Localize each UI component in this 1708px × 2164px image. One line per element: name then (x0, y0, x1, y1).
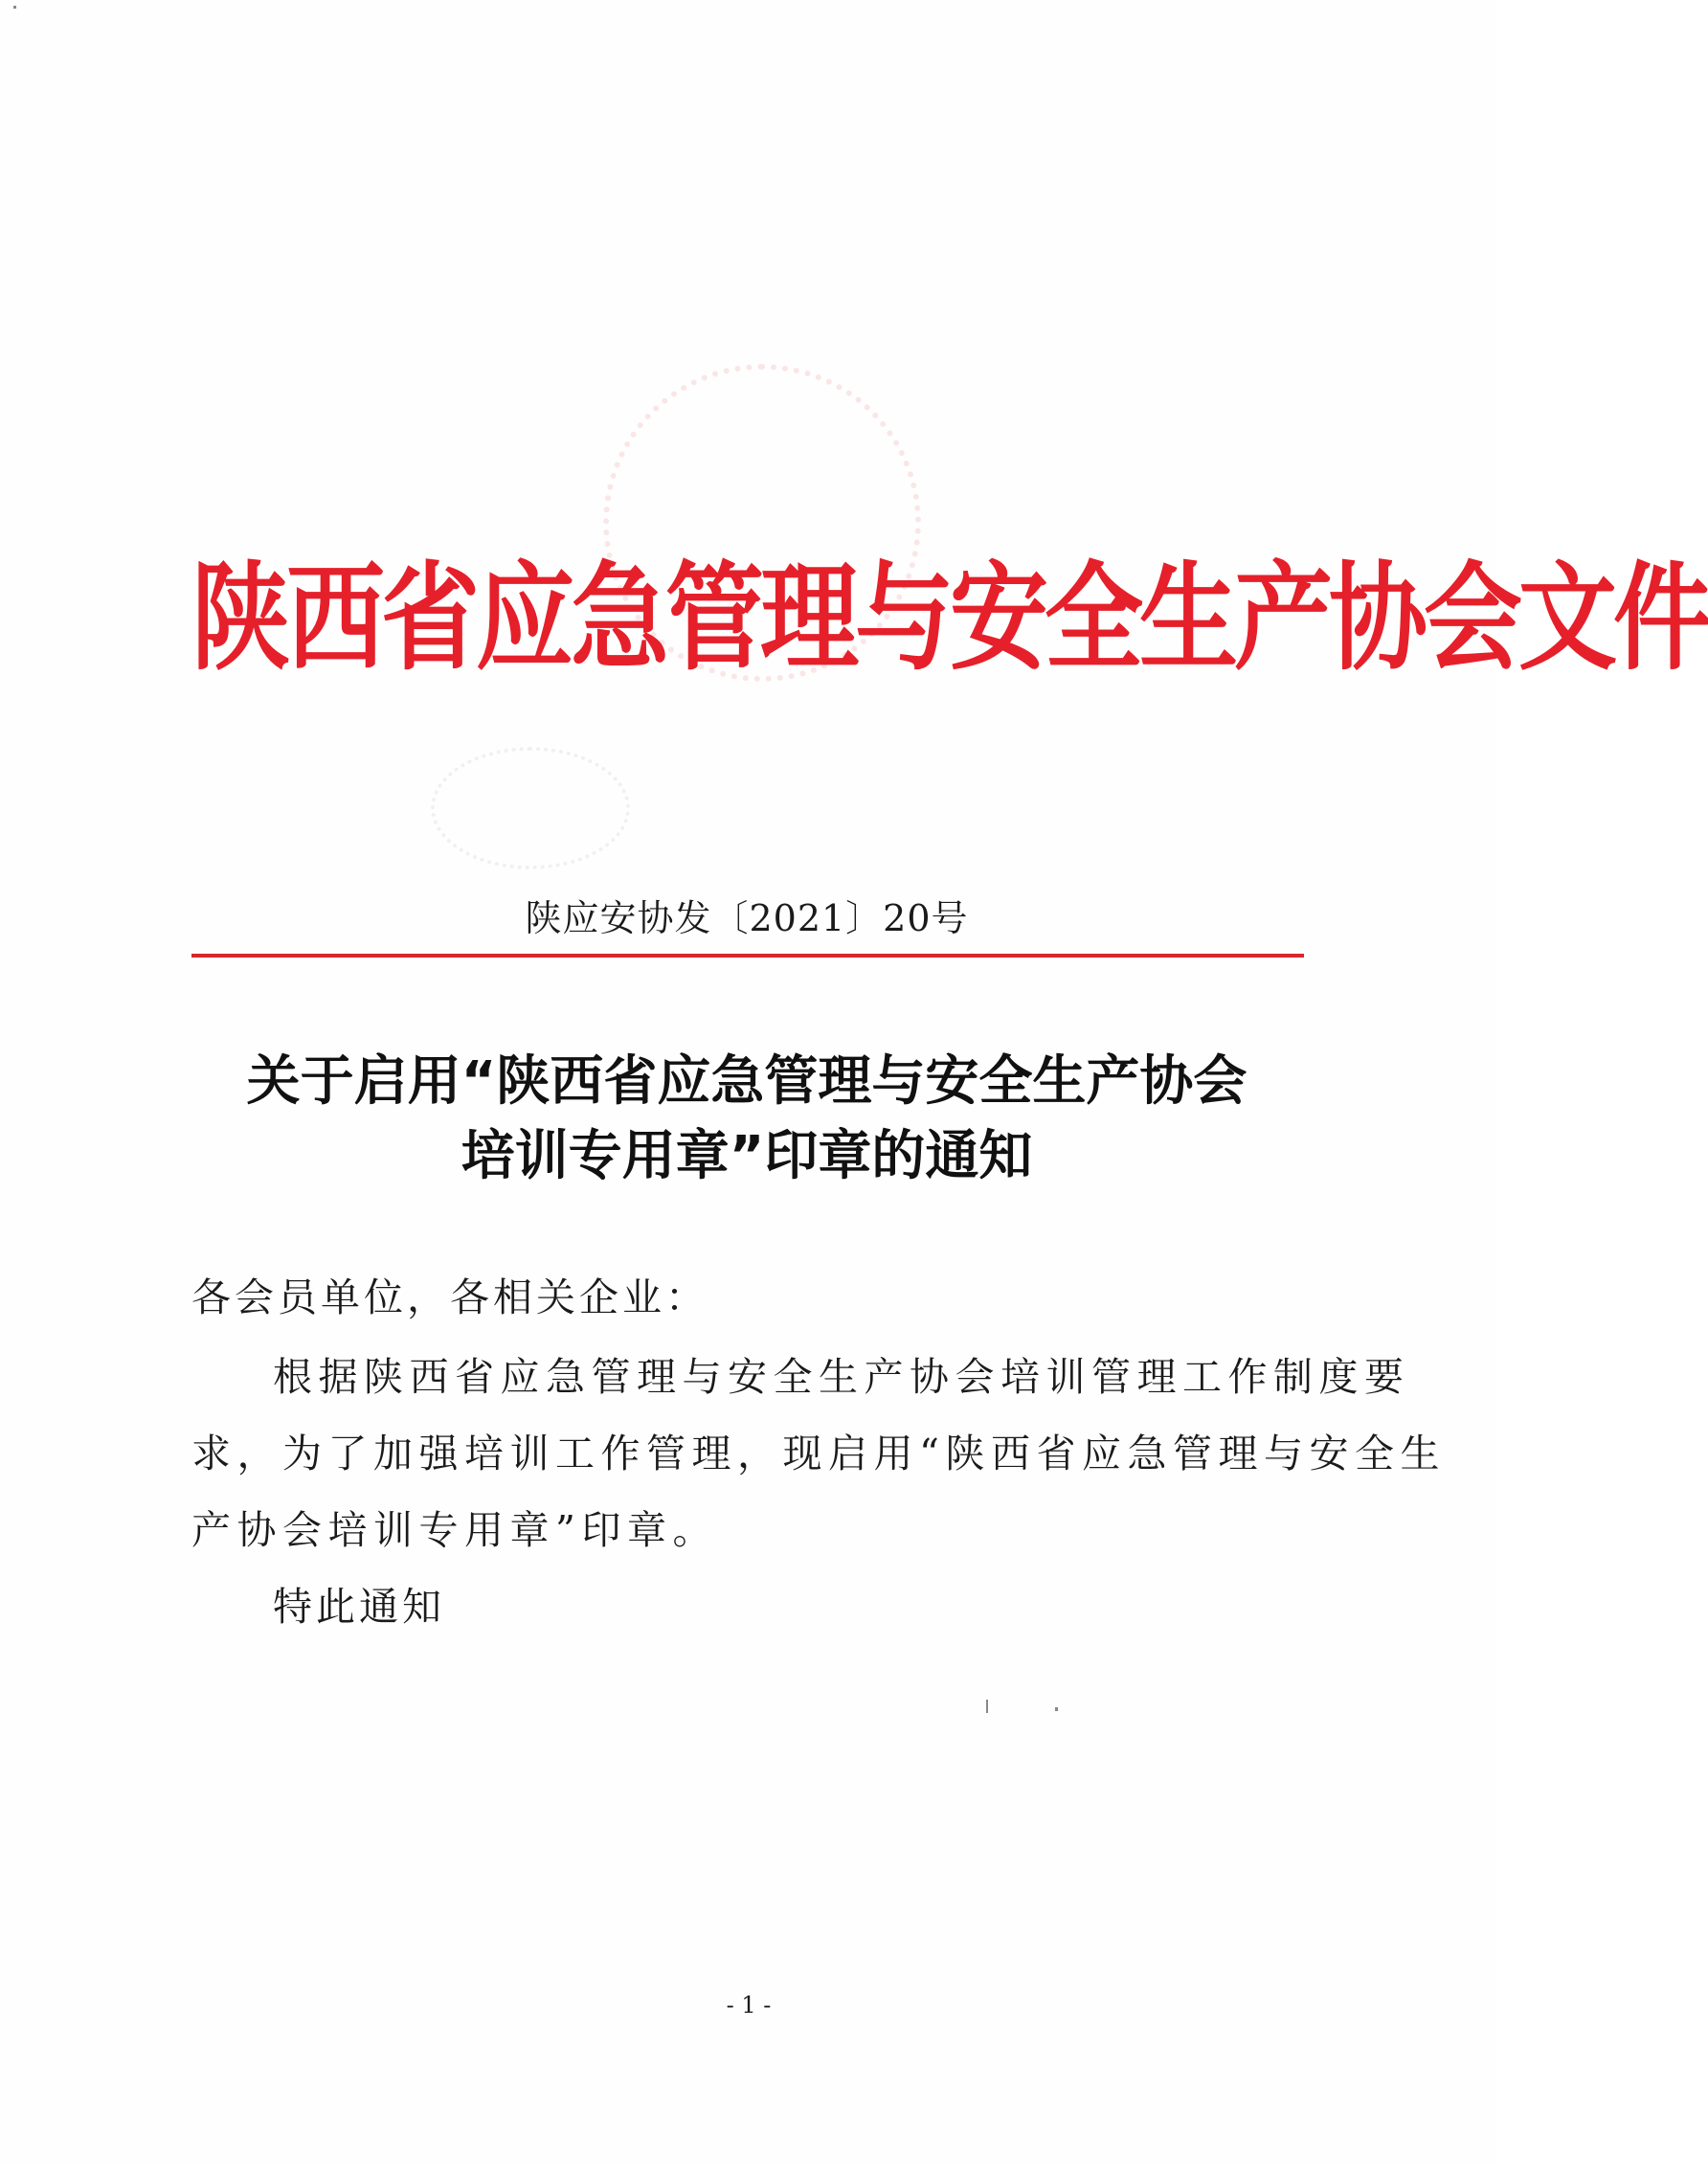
notice-title-line-1: 关于启用“陕西省应急管理与安全生产协会 (246, 1050, 1247, 1113)
body-paragraph-line: 根据陕西省应急管理与安全生产协会培训管理工作制度要 (273, 1354, 1410, 1400)
document-masthead: 陕西省应急管理与安全生产协会文件 (191, 550, 1708, 688)
closing-text: 特此通知 (273, 1584, 445, 1630)
faint-seal-mark-secondary (431, 747, 630, 869)
page-number: - 1 - (726, 1992, 772, 2018)
red-divider-line (191, 954, 1304, 958)
scan-speck (13, 6, 16, 9)
document-number: 陕应安协发〔2021〕20号 (525, 897, 969, 939)
body-paragraph-line: 产协会培训专用章”印章。 (191, 1507, 718, 1553)
salutation: 各会员单位，各相关企业： (191, 1274, 708, 1320)
body-paragraph-line: 求，为了加强培训工作管理，现启用“陕西省应急管理与安全生 (191, 1431, 1446, 1476)
scan-speck (986, 1700, 988, 1713)
scan-speck (1055, 1707, 1058, 1711)
notice-title-line-2: 培训专用章”印章的通知 (461, 1125, 1033, 1187)
